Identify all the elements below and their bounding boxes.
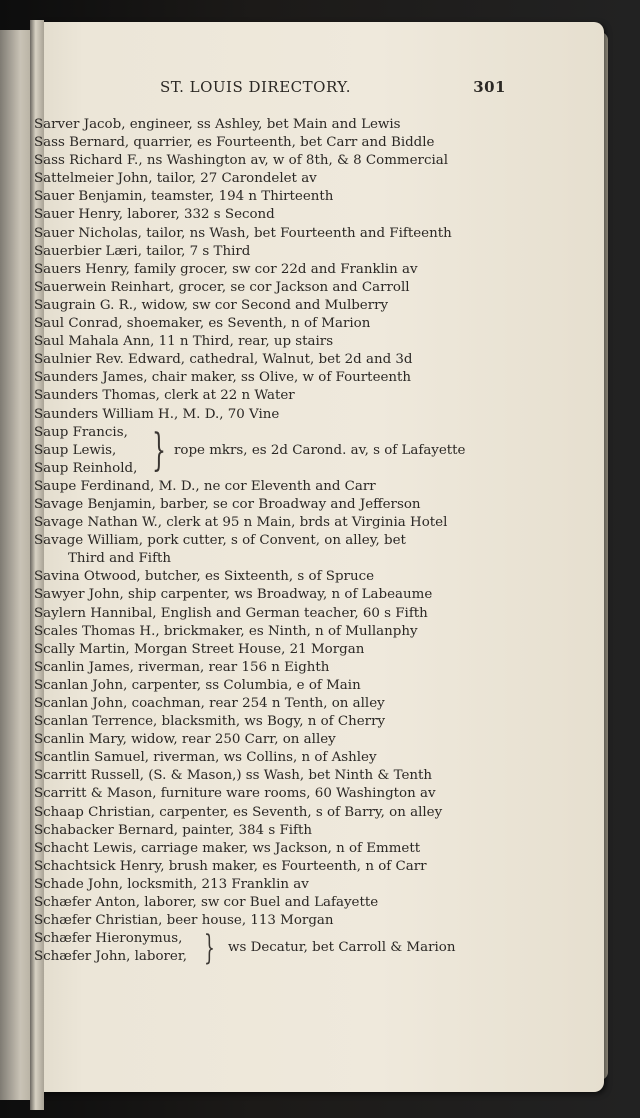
directory-entry: Scales Thomas H., brickmaker, es Ninth, n of Mullanphy: [34, 623, 418, 639]
directory-entry: Schæfer Anton, laborer, sw cor Buel and Lafayette: [34, 895, 379, 911]
directory-entry: Saul Conrad, shoemaker, es Seventh, n of Marion: [34, 316, 371, 332]
directory-entry: Saulnier Rev. Edward, cathedral, Walnut, bet 2d and 3d: [34, 352, 413, 368]
group-shared-text: rope mkrs, es 2d Carond. av, s of Lafayette: [174, 442, 466, 458]
grouped-entry-saup: [34, 424, 514, 478]
directory-entry: Saupe Ferdinand, M. D., ne cor Eleventh and Carr: [34, 478, 376, 494]
directory-entry: Saylern Hannibal, English and German teacher, 60 s Fifth: [34, 605, 428, 621]
directory-entry: Saul Mahala Ann, 11 n Third, rear, up stairs: [34, 334, 334, 350]
group-name: Schæfer John, laborer,: [34, 949, 188, 965]
directory-entry: Scanlan Terrence, blacksmith, ws Bogy, n of Cherry: [34, 714, 386, 730]
directory-entry: Sass Bernard, quarrier, es Fourteenth, bet Carr and Biddle: [34, 135, 435, 151]
directory-entry: Scally Martin, Morgan Street House, 21 Morgan: [34, 641, 365, 657]
grouping-brace: }: [204, 928, 215, 969]
grouped-entry-schaefer: [34, 928, 514, 969]
directory-entry: Sauerbier Læri, tailor, 7 s Third: [34, 243, 251, 259]
directory-entry: Saunders James, chair maker, ss Olive, w of Fourteenth: [34, 370, 412, 386]
directory-entry: Sattelmeier John, tailor, 27 Carondelet av: [34, 171, 317, 187]
directory-entry: Savina Otwood, butcher, es Sixteenth, s of Spruce: [34, 569, 374, 585]
directory-entry: Schacht Lewis, carriage maker, ws Jackson, n of Emmett: [34, 840, 421, 856]
directory-entry: Savage Nathan W., clerk at 95 n Main, brds at Virginia Hotel: [34, 515, 448, 531]
directory-entry: Sauer Henry, laborer, 332 s Second: [34, 207, 275, 223]
directory-entry: Scanlin Mary, widow, rear 250 Carr, on alley: [34, 732, 336, 748]
directory-entry: Scarritt Russell, (S. & Mason,) ss Wash, bet Ninth & Tenth: [34, 768, 433, 784]
grouping-brace: }: [152, 424, 166, 476]
directory-entry: Sauers Henry, family grocer, sw cor 22d and Franklin av: [34, 261, 418, 277]
directory-entry: Saunders William H., M. D., 70 Vine: [34, 406, 280, 422]
directory-entry: Scarritt & Mason, furniture ware rooms, 60 Washington av: [34, 786, 436, 802]
directory-entry: Schachtsick Henry, brush maker, es Fourteenth, n of Carr: [34, 858, 427, 874]
directory-entries: [34, 116, 514, 969]
page-header: [160, 78, 506, 100]
directory-entry: Saugrain G. R., widow, sw cor Second and Mulberry: [34, 297, 389, 313]
page-title: ST. LOUIS DIRECTORY.: [160, 78, 352, 96]
previous-page-edge: [0, 30, 34, 1100]
directory-entry: Schabacker Bernard, painter, 384 s Fifth: [34, 822, 312, 838]
group-name: Saup Lewis,: [34, 442, 117, 458]
group-name: Saup Francis,: [34, 424, 128, 440]
directory-entry: Scanlan John, carpenter, ss Columbia, e of Main: [34, 677, 361, 693]
directory-entry: Sauerwein Reinhart, grocer, se cor Jackson and Carroll: [34, 279, 410, 295]
directory-entry: Sarver Jacob, engineer, ss Ashley, bet Main and Lewis: [34, 117, 401, 132]
directory-entry: Scantlin Samuel, riverman, ws Collins, n of Ashley: [34, 750, 377, 766]
directory-entry: Sawyer John, ship carpenter, ws Broadway, n of Labeaume: [34, 587, 433, 603]
directory-entry: Sass Richard F., ns Washington av, w of 8th, & 8 Commercial: [34, 153, 448, 169]
directory-entry: Scanlan John, coachman, rear 254 n Tenth, on alley: [34, 696, 385, 712]
directory-entry: Sauer Benjamin, teamster, 194 n Thirteenth: [34, 189, 334, 205]
group-name: Saup Reinhold,: [34, 460, 138, 476]
directory-entry: Schaap Christian, carpenter, es Seventh, s of Barry, on alley: [34, 804, 443, 820]
directory-entry: Savage William, pork cutter, s of Convent, on alley, bet: [34, 533, 406, 549]
directory-entry: Schæfer Christian, beer house, 113 Morgan: [34, 913, 334, 929]
directory-entry: Savage Benjamin, barber, se cor Broadway and Jefferson: [34, 496, 421, 512]
directory-entry: Schade John, locksmith, 213 Franklin av: [34, 876, 309, 892]
directory-entry: Saunders Thomas, clerk at 22 n Water: [34, 388, 295, 404]
directory-entry-continuation: Third and Fifth: [68, 551, 172, 567]
page-number: 301: [473, 78, 506, 96]
group-name: Schæfer Hieronymus,: [34, 931, 183, 947]
directory-entry: Scanlin James, riverman, rear 156 n Eighth: [34, 659, 330, 675]
group-shared-text: ws Decatur, bet Carroll & Marion: [228, 940, 456, 956]
directory-entry: Sauer Nicholas, tailor, ns Wash, bet Fourteenth and Fifteenth: [34, 225, 452, 241]
